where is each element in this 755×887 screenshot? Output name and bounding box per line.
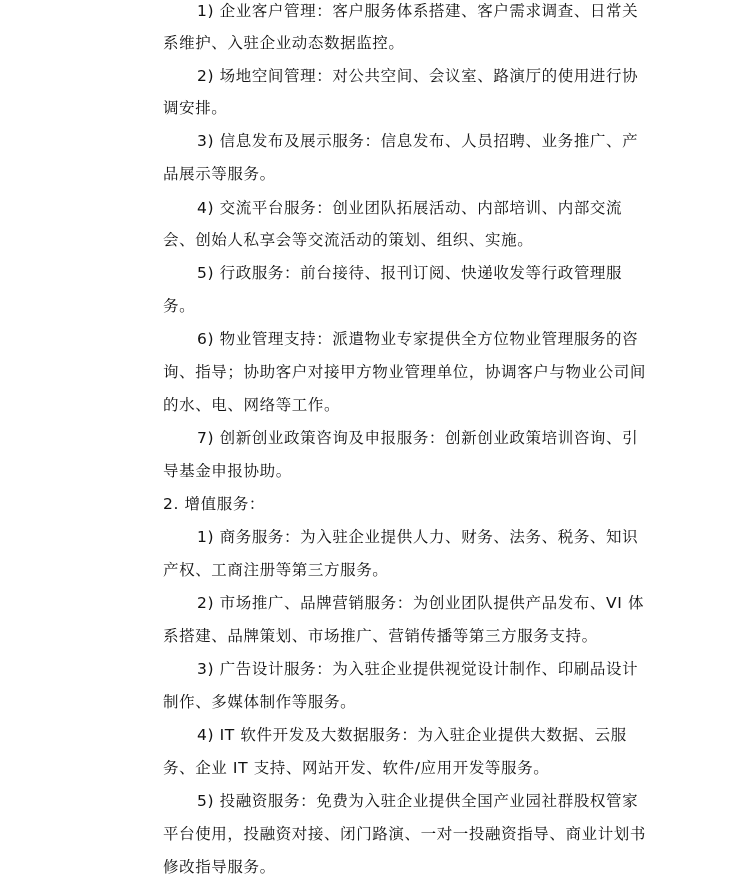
section-2-item-3-line-1: 3) 广告设计服务：为入驻企业提供视觉设计制作、印刷品设计 — [197, 660, 639, 678]
section-2-item-1-line-1: 1) 商务服务：为入驻企业提供人力、财务、法务、税务、知识 — [197, 528, 639, 546]
section-2-item-2-line-2: 系搭建、品牌策划、市场推广、营销传播等第三方服务支持。 — [163, 627, 598, 645]
item-1-line-1: 1) 企业客户管理：客户服务体系搭建、客户需求调查、日常关 — [197, 2, 639, 20]
item-7-line-2: 导基金申报协助。 — [163, 462, 292, 480]
item-5-line-2: 务。 — [163, 297, 196, 315]
item-4-line-1: 4) 交流平台服务：创业团队拓展活动、内部培训、内部交流 — [197, 199, 623, 217]
section-2-item-1-line-2: 产权、工商注册等第三方服务。 — [163, 561, 389, 579]
item-3-line-1: 3) 信息发布及展示服务：信息发布、人员招聘、业务推广、产 — [197, 132, 639, 150]
section-2-item-5-line-3: 修改指导服务。 — [163, 858, 276, 876]
section-2-item-4-line-2: 务、企业 IT 支持、网站开发、软件/应用开发等服务。 — [163, 759, 550, 777]
section-2-item-3-line-2: 制作、多媒体制作等服务。 — [163, 693, 357, 711]
item-2-line-1: 2) 场地空间管理：对公共空间、会议室、路演厅的使用进行协 — [197, 67, 639, 85]
item-6-line-2: 询、指导；协助客户对接甲方物业管理单位，协调客户与物业公司间 — [163, 363, 647, 381]
item-6-line-3: 的水、电、网络等工作。 — [163, 396, 341, 414]
section-2-item-2-line-1: 2) 市场推广、品牌营销服务：为创业团队提供产品发布、VI 体 — [197, 594, 645, 612]
item-2-line-2: 调安排。 — [163, 99, 228, 117]
section-2-item-5-line-1: 5) 投融资服务：免费为入驻企业提供全国产业园社群股权管家 — [197, 792, 639, 810]
item-1-line-2: 系维护、入驻企业动态数据监控。 — [163, 34, 405, 52]
item-4-line-2: 会、创始人私享会等交流活动的策划、组织、实施。 — [163, 231, 534, 249]
item-3-line-2: 品展示等服务。 — [163, 165, 276, 183]
section-2-item-4-line-1: 4) IT 软件开发及大数据服务：为入驻企业提供大数据、云服 — [197, 726, 627, 744]
item-6-line-1: 6) 物业管理支持：派遣物业专家提供全方位物业管理服务的咨 — [197, 330, 639, 348]
section-2-item-5-line-2: 平台使用，投融资对接、闭门路演、一对一投融资指导、商业计划书 — [163, 825, 647, 843]
item-5-line-1: 5) 行政服务：前台接待、报刊订阅、快递收发等行政管理服 — [197, 264, 623, 282]
section-2-heading: 2. 增值服务： — [163, 495, 266, 513]
item-7-line-1: 7) 创新创业政策咨询及申报服务：创新创业政策培训咨询、引 — [197, 429, 639, 447]
